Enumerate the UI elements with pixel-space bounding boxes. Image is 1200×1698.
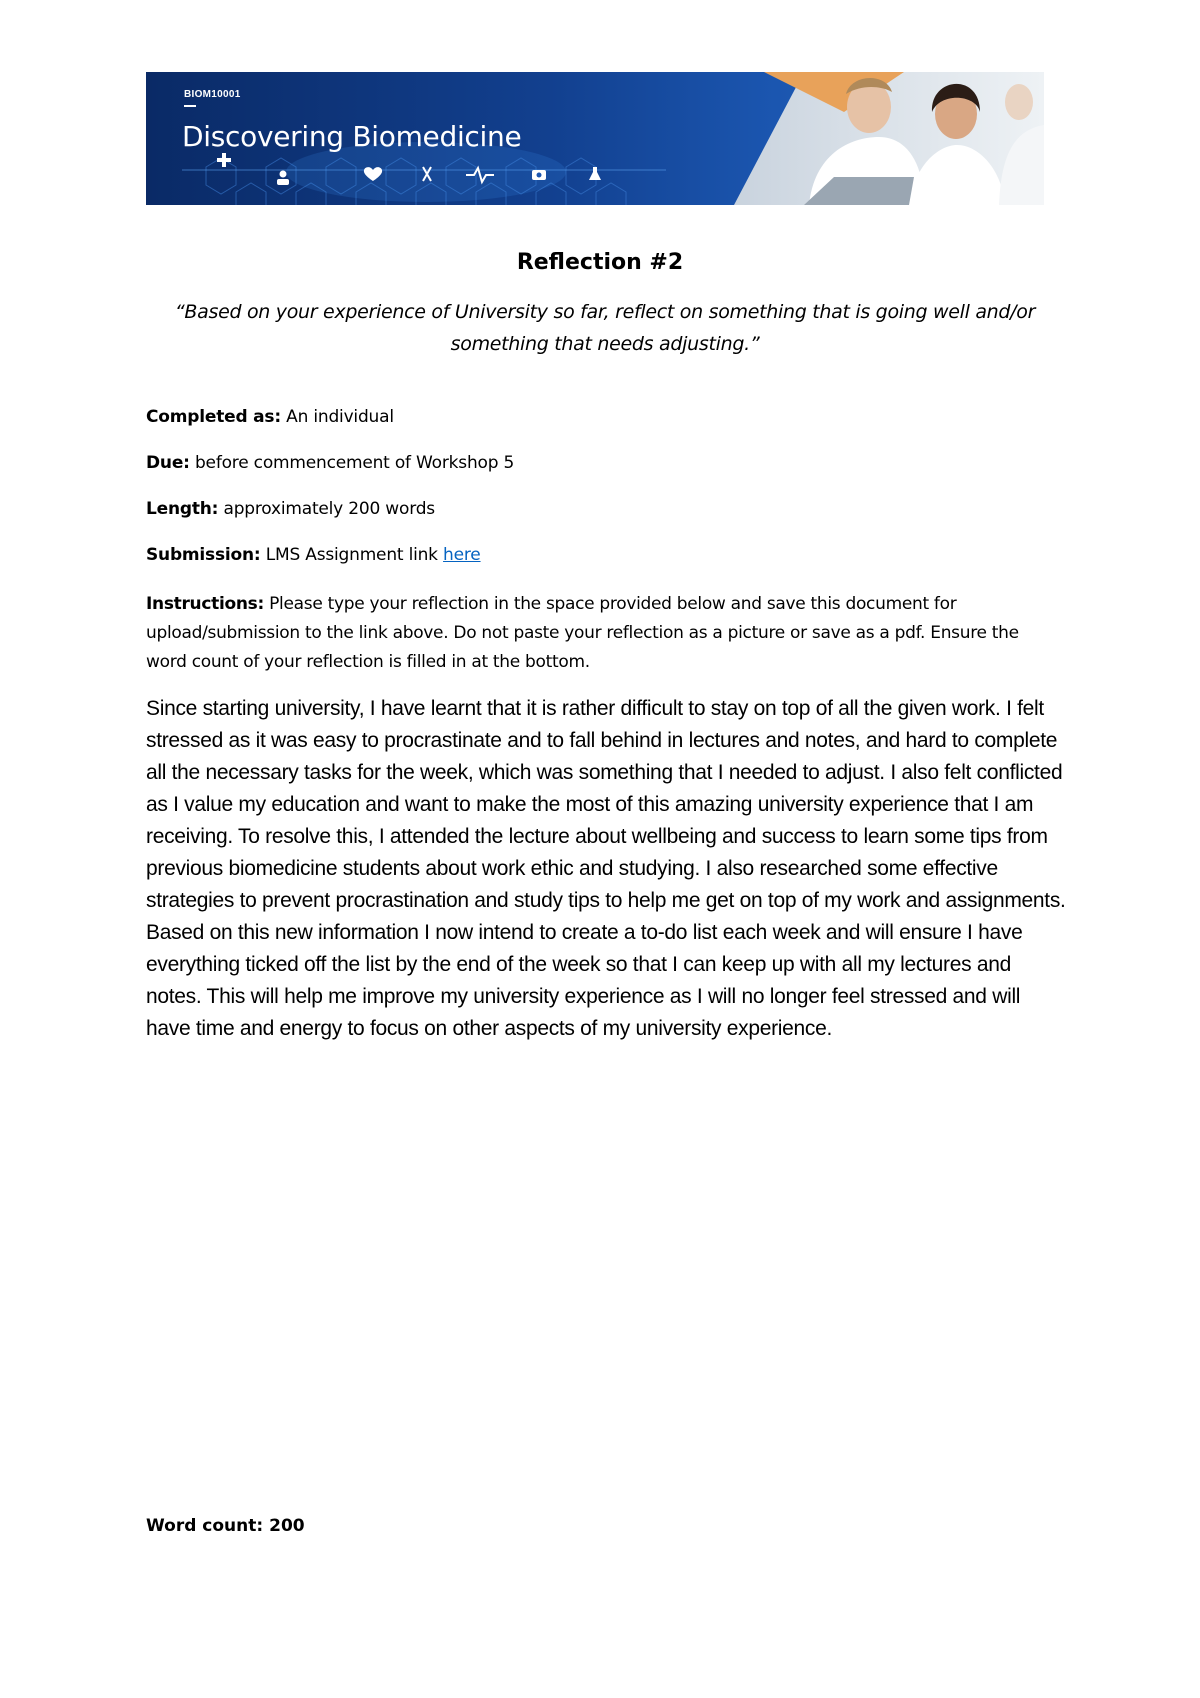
instructions-text: Please type your reflection in the space provided below and save this document for upload/submission to the link above. Do not paste your reflection as a picture or save as a pdf. Ensure the word count of your reflection is filled in at the bottom. [146, 594, 1019, 672]
submission-link[interactable]: here [443, 545, 481, 565]
plus-icon [217, 153, 231, 167]
camera-icon [532, 170, 546, 180]
submission-label: Submission: [146, 545, 261, 565]
flask-icon [589, 167, 601, 180]
course-title: Discovering Biomedicine [182, 120, 522, 153]
submission-value: LMS Assignment link [265, 545, 438, 565]
due-line [146, 453, 514, 473]
students-photo [694, 72, 1044, 205]
length-line [146, 499, 435, 519]
course-banner [146, 72, 1044, 205]
document-heading: Reflection #2 [516, 250, 684, 275]
length-label: Length: [146, 499, 219, 519]
person-icon [277, 171, 289, 186]
heart-icon [364, 167, 382, 181]
completed-as-value: An individual [286, 407, 394, 427]
due-value: before commencement of Workshop 5 [194, 453, 515, 473]
dna-icon [423, 167, 431, 181]
heartbeat-icon [466, 168, 494, 182]
completed-as-label: Completed as: [146, 407, 281, 427]
instructions-block [146, 590, 1046, 677]
word-count-line [146, 1516, 305, 1536]
submission-line [146, 545, 481, 565]
due-label: Due: [146, 453, 190, 473]
course-code: BIOM10001 [184, 89, 241, 100]
word-count-value: 200 [269, 1516, 305, 1536]
reflection-text[interactable]: Since starting university, I have learnt that it is rather difficult to stay on top of all the given work. I felt stressed as it was easy to procrastinate and to fall behind in lectures and notes, and hard to complete all the necessary tasks for the week, which was something that I needed to adjust. I also felt conflicted as I value my education and want to make the most of this amazing university experience that I am receiving. To resolve this, I attended the lecture about wellbeing and success to learn some tips from previous biomedicine students about work ethic and studying. I also researched some effective strategies to prevent procrastination and study tips to help me get on top of my work and assignments. Based on this new information I now intend to create a to-do list each week and will ensure I have everything ticked off the list by the end of the week so that I can keep up with all my lectures and notes. This will help me improve my university experience as I will no longer feel stressed and will have time and energy to focus on other aspects of my university experience. [146, 697, 1066, 1040]
word-count-label: Word count: [146, 1516, 264, 1536]
reflection-prompt: “Based on your experience of University so far, reflect on something that is going well and/or something that needs adjusting.” [174, 301, 1036, 355]
instructions-label: Instructions: [146, 594, 264, 614]
length-value: approximately 200 words [223, 499, 435, 519]
completed-as-line [146, 407, 394, 427]
